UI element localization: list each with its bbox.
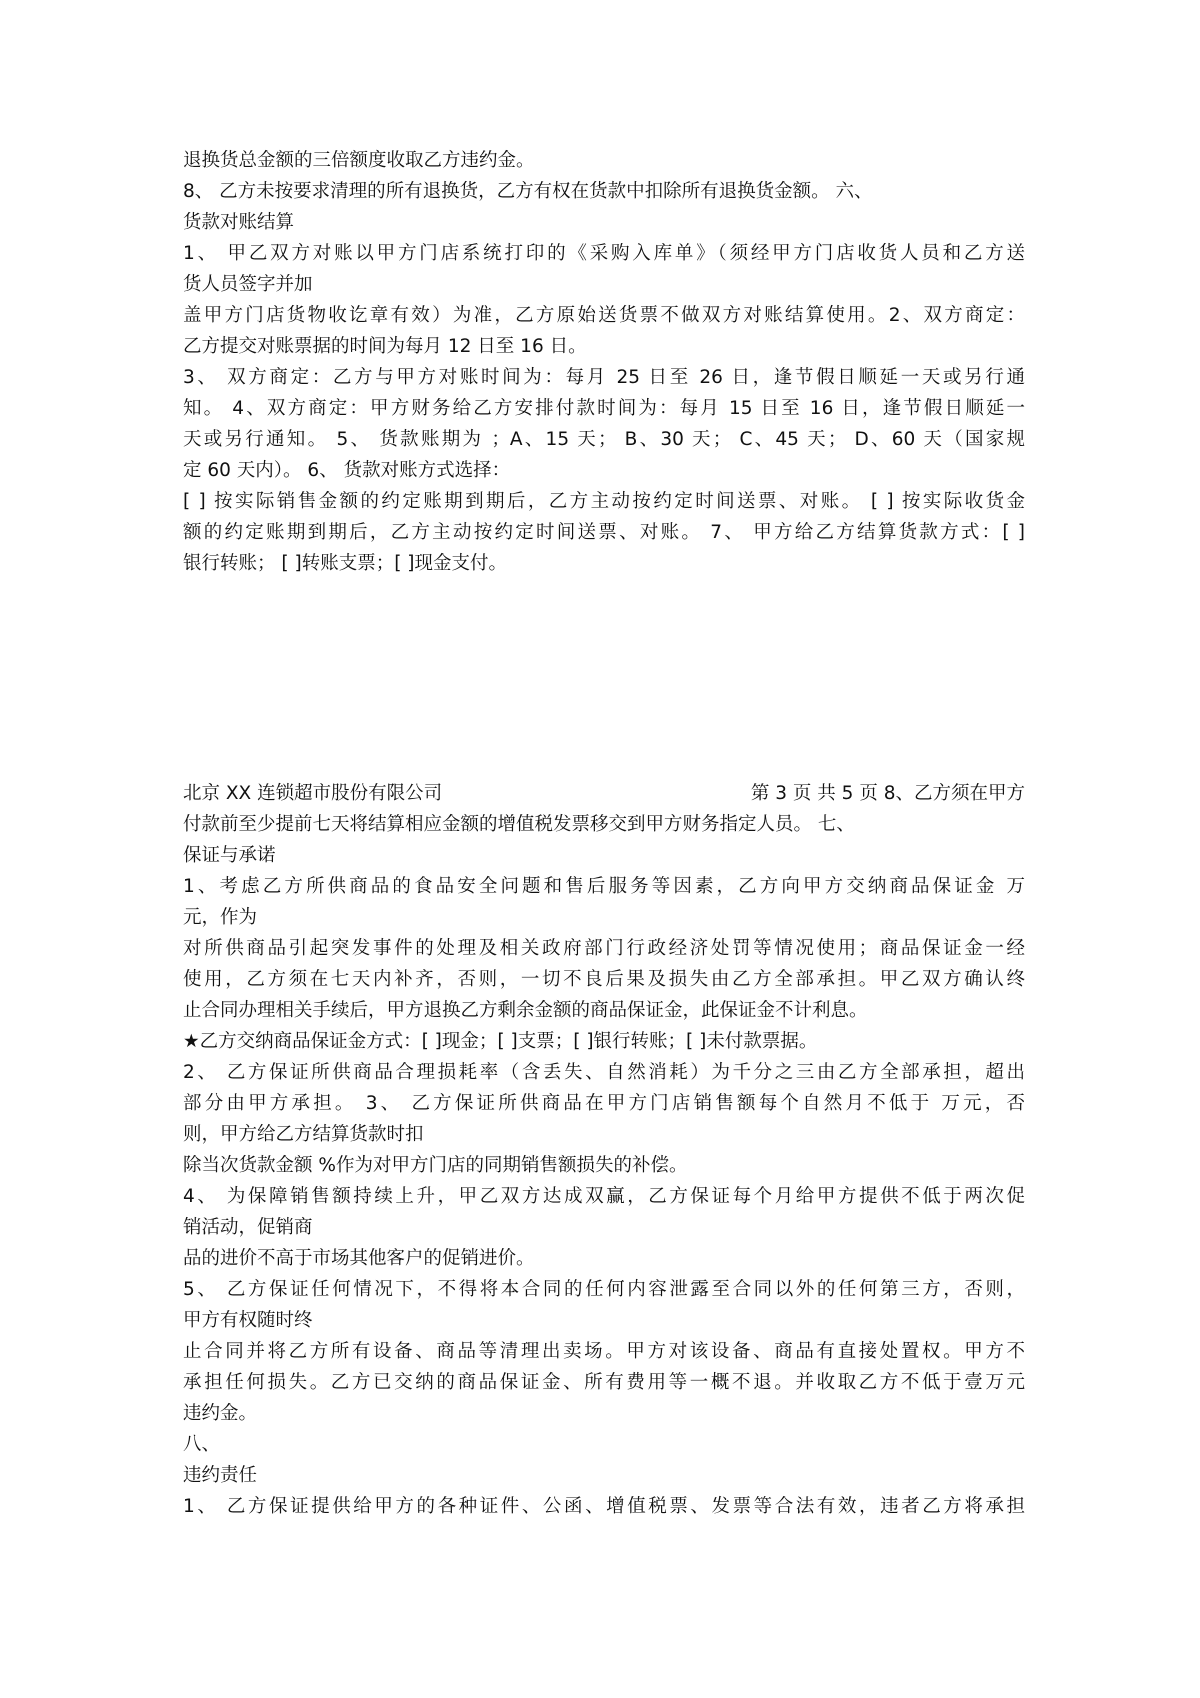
text-line: 违约金。: [183, 1403, 258, 1424]
text-line: 承担任何损失。乙方已交纳的商品保证金、所有费用等一概不退。并收取乙方不低于壹万元: [183, 1372, 1025, 1393]
text-line: 使用，乙方须在七天内补齐，否则，一切不良后果及损失由乙方全部承担。甲乙双方确认终: [183, 969, 1025, 990]
text-line: [ ] 按实际销售金额的约定账期到期后，乙方主动按约定时间送票、对账。 [ ] 按实际收货金: [183, 491, 1025, 512]
text-line: 1、考虑乙方所供商品的食品安全问题和售后服务等因素，乙方向甲方交纳商品保证金 万: [183, 876, 1025, 897]
text-line: 货款对账结算: [183, 212, 295, 233]
text-line: 5、 乙方保证任何情况下，不得将本合同的任何内容泄露至合同以外的任何第三方，否则，: [183, 1279, 1025, 1300]
text-line: 2、 乙方保证所供商品合理损耗率（含丢失、自然消耗）为千分之三由乙方全部承担，超出: [183, 1062, 1025, 1083]
text-line: 止合同办理相关手续后，甲方退换乙方剩余金额的商品保证金，此保证金不计利息。: [183, 1000, 868, 1021]
text-line: 除当次货款金额 %作为对甲方门店的同期销售额损失的补偿。: [183, 1155, 688, 1176]
text-line: 乙方提交对账票据的时间为每月 12 日至 16 日。: [183, 336, 587, 357]
text-block-upper: [183, 145, 1025, 579]
footer-page-info: 第 3 页 共 5 页 8、乙方须在甲方: [750, 783, 1025, 804]
text-line: 销活动，促销商: [183, 1217, 313, 1238]
text-line: 3、 双方商定：乙方与甲方对账时间为：每月 25 日至 26 日，逢节假日顺延一天或另行通: [183, 367, 1025, 388]
text-line: 知。 4、双方商定：甲方财务给乙方安排付款时间为：每月 15 日至 16 日，逢节假日顺延一: [183, 398, 1025, 419]
text-line: ★乙方交纳商品保证金方式：[ ]现金；[ ]支票；[ ]银行转账；[ ]未付款票据。: [183, 1031, 818, 1052]
text-line: 品的进价不高于市场其他客户的促销进价。: [183, 1248, 535, 1269]
text-line: 定 60 天内）。 6、 货款对账方式选择：: [183, 460, 511, 481]
text-line: 对所供商品引起突发事件的处理及相关政府部门行政经济处罚等情况使用；商品保证金一经: [183, 938, 1025, 959]
text-line: 8、 乙方未按要求清理的所有退换货，乙方有权在货款中扣除所有退换货金额。 六、: [183, 181, 873, 202]
text-line: 货人员签字并加: [183, 274, 313, 295]
text-line: 保证与承诺: [183, 845, 276, 866]
text-block-lower: [183, 778, 1025, 1522]
text-line: 八、: [183, 1434, 221, 1455]
text-line: 1、 乙方保证提供给甲方的各种证件、公函、增值税票、发票等合法有效，违者乙方将承担: [183, 1496, 1025, 1517]
text-line: 甲方有权随时终: [183, 1310, 313, 1331]
text-line: 付款前至少提前七天将结算相应金额的增值税发票移交到甲方财务指定人员。 七、: [183, 814, 855, 835]
text-line: 4、 为保障销售额持续上升，甲乙双方达成双赢，乙方保证每个月给甲方提供不低于两次促: [183, 1186, 1025, 1207]
text-line: 退换货总金额的三倍额度收取乙方违约金。: [183, 150, 535, 171]
text-line: 元，作为: [183, 907, 258, 928]
text-line: 天或另行通知。 5、 货款账期为 ；A、15 天； B、30 天； C、45 天； D、60 天（国家规: [183, 429, 1025, 450]
text-line: 1、 甲乙双方对账以甲方门店系统打印的《采购入库单》（须经甲方门店收货人员和乙方送: [183, 243, 1025, 264]
text-line: 盖甲方门店货物收讫章有效）为准，乙方原始送货票不做双方对账结算使用。2、双方商定：: [183, 305, 1025, 326]
text-line: 则，甲方给乙方结算货款时扣: [183, 1124, 424, 1145]
text-line: 额的约定账期到期后，乙方主动按约定时间送票、对账。 7、 甲方给乙方结算货款方式：[ ]: [183, 522, 1025, 543]
text-line: 止合同并将乙方所有设备、商品等清理出卖场。甲方对该设备、商品有直接处置权。甲方不: [183, 1341, 1025, 1362]
text-line: 违约责任: [183, 1465, 258, 1486]
page-footer: [183, 778, 1025, 809]
footer-company: 北京 XX 连锁超市股份有限公司: [183, 783, 443, 804]
text-line: 部分由甲方承担。 3、 乙方保证所供商品在甲方门店销售额每个自然月不低于 万元，否: [183, 1093, 1025, 1114]
text-line: 银行转账； [ ]转账支票；[ ]现金支付。: [183, 553, 508, 574]
